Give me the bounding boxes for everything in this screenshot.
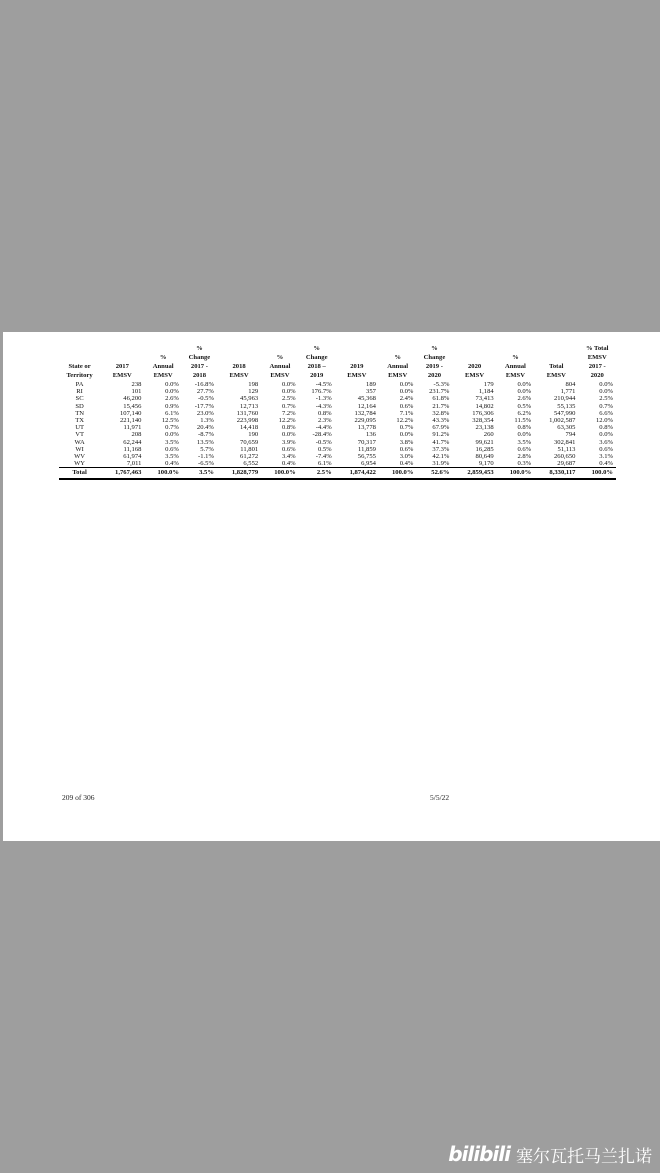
table-row xyxy=(59,388,616,395)
value-cell: 176.7% xyxy=(311,388,332,396)
value-cell: 0.4% xyxy=(399,460,414,468)
value-cell: 2.5% xyxy=(281,395,296,403)
value-cell: 1,002,587 xyxy=(549,417,576,425)
uploader-name: 塞尔瓦托马兰扎诺 xyxy=(516,1146,652,1167)
value-cell: -0.5% xyxy=(315,438,332,446)
value-cell: 794 xyxy=(565,431,576,439)
value-cell: 0.4% xyxy=(599,460,613,468)
value-cell: 101 xyxy=(131,388,142,396)
state-cell: SD xyxy=(75,402,84,410)
value-cell: 11,971 xyxy=(123,424,142,432)
column-header: % Annual EMSV xyxy=(504,354,526,379)
value-cell: 131,760 xyxy=(236,409,259,417)
value-cell: 0.7% xyxy=(599,402,613,410)
value-cell: -4.4% xyxy=(315,424,332,432)
column-header: % Annual EMSV xyxy=(152,354,174,379)
value-cell: 0.6% xyxy=(281,445,296,453)
column-header: % Change 2019 - 2020 xyxy=(423,345,446,379)
document-date: 5/5/22 xyxy=(430,793,450,802)
total-cell: 52.6% xyxy=(416,468,452,480)
state-cell: TX xyxy=(75,417,84,425)
value-cell: 0.4% xyxy=(165,460,179,468)
value-cell: 0.0% xyxy=(165,431,179,439)
table-row xyxy=(59,453,616,460)
bilibili-logo: bilibili xyxy=(448,1142,510,1166)
state-cell: TN xyxy=(75,409,84,417)
value-cell: 67.9% xyxy=(432,424,450,432)
value-cell: 7.1% xyxy=(399,409,414,417)
value-cell: 0.0% xyxy=(599,381,613,388)
value-cell: -16.8% xyxy=(194,381,214,388)
value-cell: 21.7% xyxy=(432,402,450,410)
value-cell: 260 xyxy=(483,431,494,439)
value-cell: 61,974 xyxy=(123,453,142,461)
value-cell: 3.5% xyxy=(165,438,179,446)
value-cell: -4.5% xyxy=(315,381,332,388)
value-cell: 328,354 xyxy=(472,417,494,425)
value-cell: 0.0% xyxy=(599,431,613,439)
value-cell: 3.4% xyxy=(281,453,296,461)
value-cell: 12.5% xyxy=(161,417,179,425)
value-cell: 0.5% xyxy=(517,402,532,410)
value-cell: 0.0% xyxy=(399,431,414,439)
value-cell: 6.1% xyxy=(165,409,179,417)
total-row xyxy=(59,468,616,480)
value-cell: 129 xyxy=(248,388,259,396)
document-page xyxy=(3,332,660,841)
value-cell: 3.5% xyxy=(165,453,179,461)
value-cell: 2.8% xyxy=(517,453,532,461)
value-cell: 210,944 xyxy=(554,395,576,403)
value-cell: -28.4% xyxy=(312,431,332,439)
value-cell: 0.0% xyxy=(281,431,296,439)
state-cell: UT xyxy=(75,424,84,432)
total-cell: 100.0% xyxy=(261,468,299,480)
state-cell: WI xyxy=(75,445,84,453)
value-cell: 0.0% xyxy=(165,381,179,388)
value-cell: 20.4% xyxy=(196,424,214,432)
table-row xyxy=(59,446,616,453)
value-cell: 12.2% xyxy=(396,417,414,425)
value-cell: 14,418 xyxy=(240,424,259,432)
value-cell: 0.5% xyxy=(317,445,332,453)
value-cell: 190 xyxy=(248,431,259,439)
table-row xyxy=(59,424,616,431)
total-cell: 3.5% xyxy=(182,468,217,480)
value-cell: 0.0% xyxy=(281,381,296,388)
value-cell: 0.0% xyxy=(517,381,532,388)
value-cell: 1.3% xyxy=(200,417,214,425)
value-cell: 3.0% xyxy=(399,453,414,461)
table-row xyxy=(59,439,616,446)
value-cell: -6.5% xyxy=(198,460,214,468)
value-cell: 41.7% xyxy=(432,438,450,446)
total-cell: 100.0% xyxy=(497,468,535,480)
value-cell: 45,368 xyxy=(357,395,376,403)
value-cell: 357 xyxy=(366,388,376,396)
value-cell: 70,659 xyxy=(240,438,259,446)
total-cell: 1,767,463 xyxy=(100,468,144,480)
value-cell: 27.7% xyxy=(196,388,214,396)
value-cell: 11,801 xyxy=(240,445,259,453)
column-header: % Total EMSV 2017 - 2020 xyxy=(585,345,609,379)
value-cell: 61,272 xyxy=(240,453,259,461)
value-cell: 223,998 xyxy=(236,417,259,425)
value-cell: 136 xyxy=(366,431,376,439)
value-cell: 0.6% xyxy=(399,402,414,410)
value-cell: 221,140 xyxy=(119,417,142,425)
value-cell: -1.1% xyxy=(198,453,214,461)
value-cell: 13,778 xyxy=(357,424,376,432)
value-cell: 12,164 xyxy=(357,402,376,410)
value-cell: 302,841 xyxy=(554,438,576,446)
value-cell: 80,649 xyxy=(475,453,494,461)
total-label: Total xyxy=(59,468,100,480)
value-cell: 3.6% xyxy=(599,438,613,446)
value-cell: 3.8% xyxy=(399,438,414,446)
value-cell: 3.9% xyxy=(281,438,296,446)
total-cell: 2.5% xyxy=(299,468,335,480)
value-cell: 1,184 xyxy=(478,388,494,396)
total-cell: 8,330,117 xyxy=(534,468,578,480)
value-cell: 238 xyxy=(131,381,142,388)
value-cell: 3.5% xyxy=(517,438,532,446)
value-cell: 6.6% xyxy=(599,409,613,417)
value-cell: 1,771 xyxy=(560,388,576,396)
column-header: 2017 EMSV xyxy=(112,363,132,379)
value-cell: 23,138 xyxy=(475,424,494,432)
total-cell: 2,859,453 xyxy=(452,468,496,480)
value-cell: 23.0% xyxy=(196,409,214,417)
table-row xyxy=(59,460,616,468)
value-cell: 2.4% xyxy=(399,395,414,403)
table-row xyxy=(59,403,616,410)
column-header: % Change 2018 – 2019 xyxy=(305,345,328,379)
value-cell: 0.0% xyxy=(599,388,613,396)
value-cell: 12.0% xyxy=(595,417,613,425)
value-cell: 229,095 xyxy=(354,417,376,425)
table-row xyxy=(59,395,616,402)
value-cell: 14,802 xyxy=(475,402,494,410)
value-cell: 46,200 xyxy=(123,395,142,403)
value-cell: 2.3% xyxy=(317,417,332,425)
value-cell: 0.8% xyxy=(517,424,532,432)
value-cell: -0.5% xyxy=(198,395,214,403)
value-cell: 62,244 xyxy=(123,438,142,446)
value-cell: 0.6% xyxy=(517,445,532,453)
value-cell: 547,990 xyxy=(554,409,576,417)
value-cell: -7.4% xyxy=(315,453,332,461)
value-cell: 2.6% xyxy=(517,395,532,403)
value-cell: 45,963 xyxy=(240,395,259,403)
value-cell: 3.1% xyxy=(599,453,613,461)
value-cell: 0.0% xyxy=(281,388,296,396)
value-cell: -8.7% xyxy=(198,431,214,439)
total-cell: 100.0% xyxy=(144,468,182,480)
value-cell: 0.0% xyxy=(517,431,532,439)
state-cell: RI xyxy=(76,388,83,396)
value-cell: 15,456 xyxy=(123,402,142,410)
column-header: 2019 EMSV xyxy=(347,363,367,379)
column-header: % Change 2017 - 2018 xyxy=(188,345,211,379)
value-cell: 12.2% xyxy=(278,417,296,425)
value-cell: 260,650 xyxy=(554,453,576,461)
value-cell: 6,954 xyxy=(361,460,376,468)
column-header: % Annual EMSV xyxy=(269,354,291,379)
value-cell: 0.4% xyxy=(281,460,296,468)
total-cell: 1,828,779 xyxy=(217,468,261,480)
state-cell: WV xyxy=(74,453,86,461)
total-cell: 100.0% xyxy=(379,468,417,480)
value-cell: 0.0% xyxy=(399,381,414,388)
value-cell: -4.3% xyxy=(315,402,332,410)
value-cell: -17.7% xyxy=(194,402,214,410)
table-body xyxy=(59,381,616,479)
value-cell: 6.1% xyxy=(317,460,332,468)
value-cell: 42.1% xyxy=(432,453,450,461)
value-cell: 16,285 xyxy=(475,445,494,453)
value-cell: 0.7% xyxy=(165,424,179,432)
value-cell: 189 xyxy=(366,381,376,388)
value-cell: 231.7% xyxy=(429,388,450,396)
value-cell: 0.6% xyxy=(165,445,179,453)
value-cell: 0.0% xyxy=(165,388,179,396)
value-cell: 0.7% xyxy=(399,424,414,432)
value-cell: 0.8% xyxy=(317,409,332,417)
table-row xyxy=(59,410,616,417)
column-header: 2018 EMSV xyxy=(229,363,249,379)
value-cell: 61.8% xyxy=(432,395,450,403)
value-cell: 0.0% xyxy=(399,388,414,396)
value-cell: 91.2% xyxy=(432,431,450,439)
value-cell: 7.2% xyxy=(281,409,296,417)
bilibili-watermark xyxy=(448,1141,652,1167)
value-cell: 73,413 xyxy=(475,395,494,403)
total-cell: 1,874,422 xyxy=(335,468,379,480)
value-cell: 13.5% xyxy=(196,438,214,446)
total-cell: 100.0% xyxy=(578,468,616,480)
value-cell: -5.3% xyxy=(433,381,450,388)
value-cell: 176,306 xyxy=(472,409,494,417)
column-header: Total EMSV xyxy=(546,363,566,379)
value-cell: 56,755 xyxy=(357,453,376,461)
value-cell: 9,170 xyxy=(478,460,494,468)
value-cell: 0.6% xyxy=(399,445,414,453)
value-cell: 11,168 xyxy=(123,445,142,453)
value-cell: 51,113 xyxy=(557,445,576,453)
state-cell: WA xyxy=(74,438,85,446)
value-cell: 198 xyxy=(248,381,259,388)
table-row xyxy=(59,431,616,438)
value-cell: 70,317 xyxy=(357,438,376,446)
table-row xyxy=(59,381,616,388)
value-cell: 0.8% xyxy=(281,424,296,432)
column-header: State or Territory xyxy=(66,363,93,379)
value-cell: 804 xyxy=(565,381,576,388)
value-cell: 6.2% xyxy=(517,409,532,417)
value-cell: 0.3% xyxy=(517,460,532,468)
column-header: % Annual EMSV xyxy=(387,354,409,379)
value-cell: 55,135 xyxy=(557,402,576,410)
value-cell: 99,621 xyxy=(475,438,494,446)
value-cell: 31.9% xyxy=(432,460,450,468)
value-cell: 11.5% xyxy=(514,417,532,425)
value-cell: 179 xyxy=(483,381,494,388)
value-cell: 29,687 xyxy=(557,460,576,468)
table-header-row xyxy=(59,344,616,381)
value-cell: 6,552 xyxy=(243,460,259,468)
state-cell: WY xyxy=(74,460,86,468)
value-cell: 208 xyxy=(131,431,142,439)
table-row xyxy=(59,417,616,424)
value-cell: 0.8% xyxy=(599,424,613,432)
value-cell: 43.3% xyxy=(432,417,450,425)
value-cell: 2.6% xyxy=(165,395,179,403)
page-number: 209 of 306 xyxy=(62,793,95,802)
value-cell: 0.7% xyxy=(281,402,296,410)
value-cell: 107,140 xyxy=(119,409,142,417)
value-cell: 2.5% xyxy=(599,395,613,403)
value-cell: 0.0% xyxy=(517,388,532,396)
column-header: 2020 EMSV xyxy=(465,363,485,379)
state-cell: SC xyxy=(75,395,84,403)
value-cell: 11,859 xyxy=(358,445,376,453)
value-cell: 37.3% xyxy=(432,445,450,453)
value-cell: 0.9% xyxy=(165,402,179,410)
state-cell: VT xyxy=(75,431,84,439)
value-cell: -1.3% xyxy=(315,395,332,403)
value-cell: 7,011 xyxy=(126,460,142,468)
value-cell: 32.8% xyxy=(432,409,450,417)
state-cell: PA xyxy=(75,381,84,388)
value-cell: 5.7% xyxy=(200,445,214,453)
emsv-table xyxy=(59,344,616,480)
value-cell: 63,305 xyxy=(557,424,576,432)
value-cell: 0.6% xyxy=(599,445,613,453)
value-cell: 12,713 xyxy=(240,402,259,410)
value-cell: 132,784 xyxy=(354,409,376,417)
